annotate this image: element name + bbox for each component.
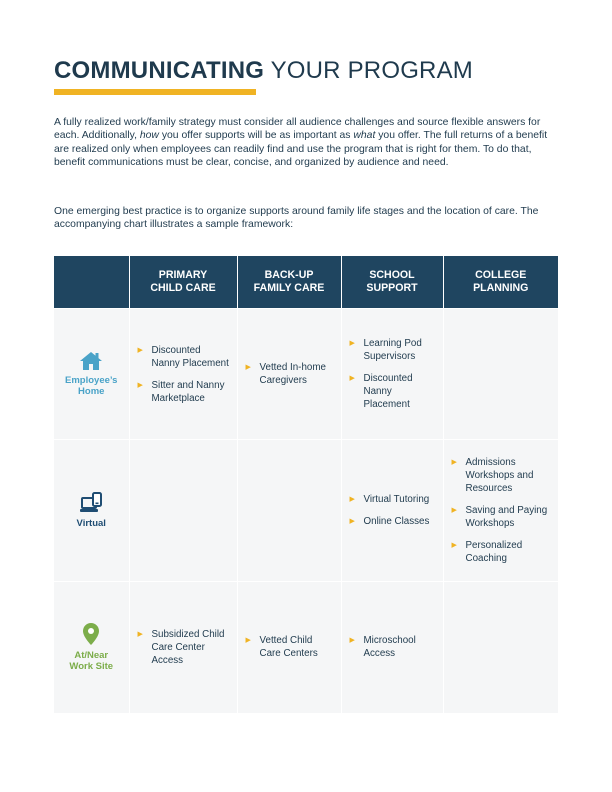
cell-site-backup — [237, 582, 341, 713]
list-item: ▶ Admissions Workshops and Resources — [452, 456, 553, 495]
header-school-support: SCHOOL SUPPORT — [341, 256, 443, 309]
cell-site-school — [341, 582, 443, 713]
list-item: ▶ Sitter and Nanny Marketplace — [138, 379, 231, 405]
framework-table — [54, 256, 558, 713]
cell-home-backup — [237, 309, 341, 440]
header-back-up-family-care: BACK-UP FAMILY CARE — [237, 256, 341, 309]
list-item: ▶ Online Classes — [350, 515, 437, 528]
cell-site-primary — [129, 582, 237, 713]
row-label-work-site: At/Near Work Site — [54, 582, 129, 713]
title-bold: COMMUNICATING — [54, 57, 265, 84]
cell-home-primary — [129, 309, 237, 440]
header-college-planning: COLLEGE PLANNING — [443, 256, 558, 309]
list-item: ▶ Virtual Tutoring — [350, 493, 437, 506]
list-item: ▶ Saving and Paying Workshops — [452, 504, 553, 530]
home-icon — [79, 351, 103, 371]
laptop-phone-icon — [79, 492, 103, 514]
header-primary-child-care: PRIMARY CHILD CARE — [129, 256, 237, 309]
best-practice-paragraph: One emerging best practice is to organize supports around family life stages and the location of care. The accompanying chart illustrates a sample framework: — [54, 206, 539, 231]
header-corner — [54, 256, 129, 309]
list-item: ▶ Vetted In-home Caregivers — [246, 361, 335, 387]
row-label-home: Employee’s Home — [54, 309, 129, 440]
list-item: ▶ Vetted Child Care Centers — [246, 634, 335, 660]
list-item: ▶ Discounted Nanny Placement — [350, 372, 437, 411]
map-pin-icon — [82, 622, 100, 646]
cell-home-college — [443, 309, 558, 440]
cell-virtual-college — [443, 440, 558, 582]
table-header-row — [54, 256, 558, 309]
title-light: YOUR PROGRAM — [270, 57, 473, 84]
page-title — [54, 57, 473, 85]
list-item: ▶ Microschool Access — [350, 634, 437, 660]
table-row-virtual — [54, 440, 558, 582]
cell-site-college — [443, 582, 558, 713]
row-label-virtual: Virtual — [54, 440, 129, 582]
cell-home-school — [341, 309, 443, 440]
list-item: ▶ Discounted Nanny Placement — [138, 344, 231, 370]
cell-virtual-backup — [237, 440, 341, 582]
list-item: ▶ Learning Pod Supervisors — [350, 337, 437, 363]
table-row-work-site — [54, 582, 558, 713]
cell-virtual-primary — [129, 440, 237, 582]
list-item: ▶ Subsidized Child Care Center Access — [138, 628, 231, 667]
title-underline — [54, 89, 256, 95]
list-item: ▶ Personalized Coaching — [452, 539, 553, 565]
intro-paragraph: A fully realized work/family strategy must consider all audience challenges and source flexible answers for each. Additionally, how you offer supports will be as important as what you offer. The full returns of a benefit are realized only when employees can readily find and use the program that is right for them. To do that, benefit communications must be clear, concise, and organized by audience and need. — [54, 117, 548, 168]
cell-virtual-school — [341, 440, 443, 582]
table-row-employees-home — [54, 309, 558, 440]
